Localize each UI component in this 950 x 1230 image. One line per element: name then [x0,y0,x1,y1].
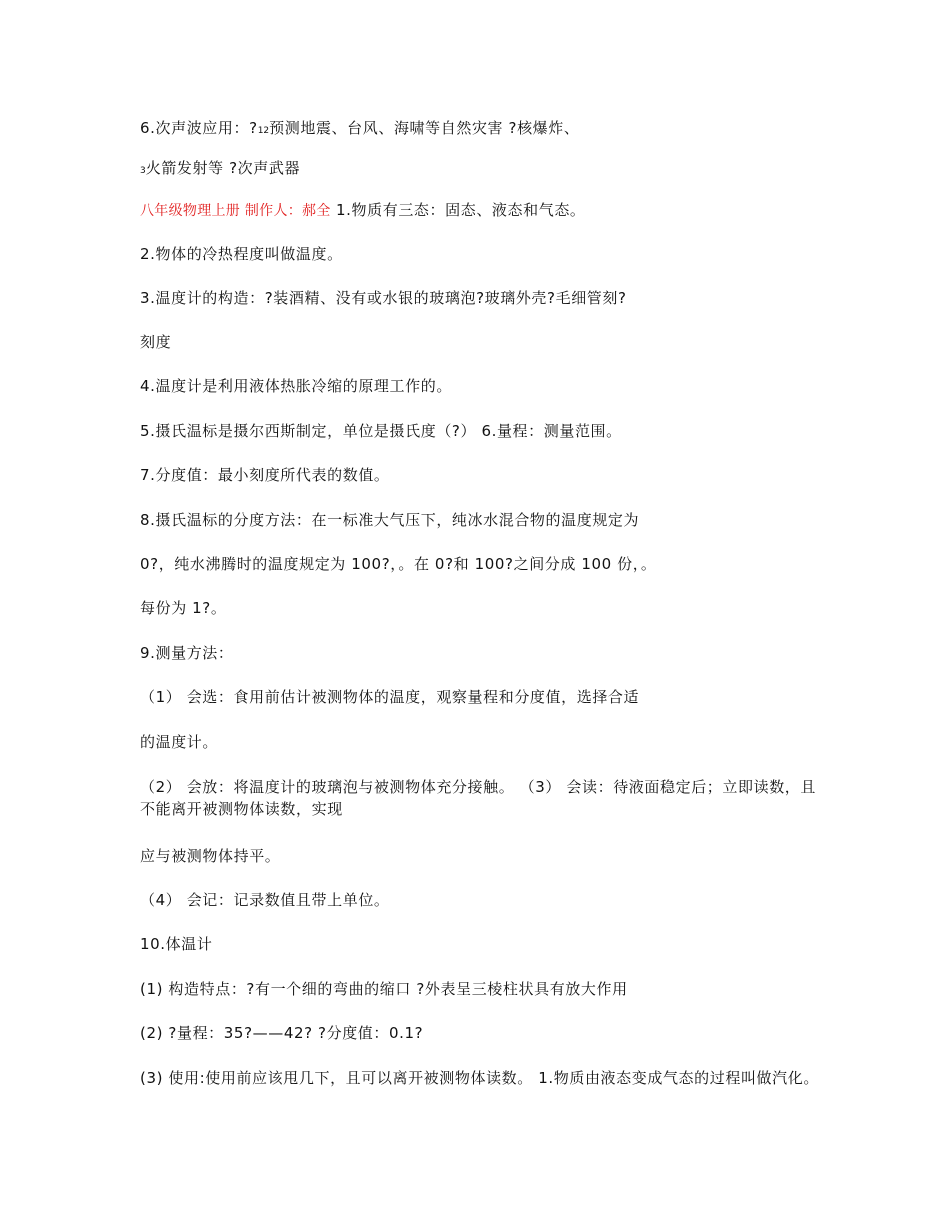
paragraph-each-division: 每份为 1?。 [140,599,227,617]
paragraph-scale: 刻度 [140,333,172,351]
paragraph-step-read-continued: 应与被测物体持平。 [140,847,281,865]
text: 1.物质有三态：固态、液态和气态。 [330,201,586,219]
superscript-text: 3 [140,166,146,176]
text: 6.次声波应用：? [140,119,258,137]
paragraph-infrasound-application [140,117,820,142]
paragraph-clinical-range: (2) ?量程：35?——42? ?分度值：0.1? [140,1024,424,1042]
paragraph-freezing-boiling-points: 0?，纯水沸腾时的温度规定为 100?，。在 0?和 100?之间分成 100 份，。 [140,555,657,573]
paragraph-celsius-division-method: 8.摄氏温标的分度方法：在一标准大气压下，纯冰水混合物的温度规定为 [140,511,640,529]
paragraph-step-select-continued: 的温度计。 [140,733,219,751]
superscript-text: 12 [257,126,270,136]
paragraph-header-states-of-matter [140,199,820,222]
text: 预测地震、台风、海啸等自然灾害 ?核爆炸、 [269,119,580,137]
text: 火箭发射等 ?次声武器 [145,159,301,177]
paragraph-thermometer-principle: 4.温度计是利用液体热胀冷缩的原理工作的。 [140,377,452,395]
paragraph-division-value: 7.分度值：最小刻度所代表的数值。 [140,466,390,484]
paragraph-clinical-usage-vaporization: (3) 使用:使用前应该甩几下，且可以离开被测物体读数。 1.物质由液态变成气态的过程叫做汽化。 [140,1069,819,1087]
paragraph-step-record: （4） 会记：记录数值且带上单位。 [140,891,390,909]
paragraph-clinical-structure: (1) 构造特点：?有一个细的弯曲的缩口 ?外表呈三棱柱状具有放大作用 [140,980,628,998]
paragraph-measurement-method: 9.测量方法： [140,644,234,662]
paragraph-step-select: （1） 会选：食用前估计被测物体的温度，观察量程和分度值，选择合适 [140,688,640,706]
paragraph-infrasound-continued [140,157,820,182]
header-red-label: 八年级物理上册 制作人：郝全 [140,203,331,219]
paragraph-celsius-scale: 5.摄氏温标是摄尔西斯制定，单位是摄氏度（?） 6.量程：测量范围。 [140,422,622,440]
paragraph-clinical-thermometer: 10.体温计 [140,935,213,953]
paragraph-temperature-definition: 2.物体的冷热程度叫做温度。 [140,245,343,263]
paragraph-thermometer-structure: 3.温度计的构造：?装酒精、没有或水银的玻璃泡?玻璃外壳?毛细管刻? [140,289,627,307]
paragraph-step-place-read: （2） 会放：将温度计的玻璃泡与被测物体充分接触。 （3） 会读：待液面稳定后；立即读数，且不能离开被测物体读数，实现 [140,778,816,818]
